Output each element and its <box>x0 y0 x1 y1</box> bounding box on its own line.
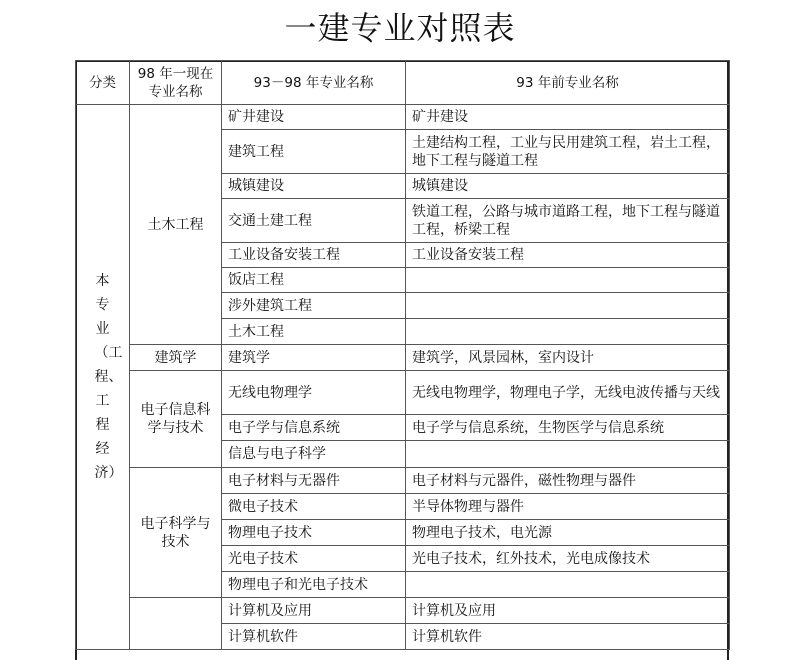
old-major-cell: 无线电物理学，物理电子学，无线电波传播与天线 <box>406 371 730 415</box>
mid-major-cell: 工业设备安装工程 <box>222 243 406 268</box>
old-major-cell: 计算机及应用 <box>406 598 730 624</box>
mid-major-cell: 信息与电子科学 <box>222 441 406 468</box>
mid-major-cell: 计算机及应用 <box>222 598 406 624</box>
old-major-cell: 城镇建设 <box>406 174 730 199</box>
header-old-major: 93 年前专业名称 <box>406 61 730 105</box>
mid-major-cell: 电子材料与无器件 <box>222 468 406 494</box>
old-major-cell <box>406 319 730 345</box>
group-name: 土木工程 <box>147 216 204 233</box>
header-row <box>76 61 730 105</box>
mid-major-cell: 光电子技术 <box>222 546 406 572</box>
group-cell <box>130 468 222 598</box>
old-major-cell: 电子学与信息系统，生物医学与信息系统 <box>406 415 730 441</box>
mid-major-cell: 建筑工程 <box>222 130 406 174</box>
mid-major-cell: 计算机软件 <box>222 624 406 650</box>
page-title: 一建专业对照表 <box>284 9 516 47</box>
category-label: 本专业（工程、工程经济） <box>94 273 123 481</box>
major-comparison-table <box>75 60 730 650</box>
mid-major-cell: 微电子技术 <box>222 494 406 520</box>
group-name: 电子科学与技术 <box>140 515 211 550</box>
old-major-cell: 光电子技术，红外技术，光电成像技术 <box>406 546 730 572</box>
old-major-cell: 半导体物理与器件 <box>406 494 730 520</box>
old-major-cell: 建筑学，风景园林，室内设计 <box>406 345 730 371</box>
old-major-cell: 铁道工程，公路与城市道路工程，地下工程与隧道工程，桥梁工程 <box>406 199 730 243</box>
group-name: 电子信息科学与技术 <box>140 402 211 436</box>
old-major-cell: 矿井建设 <box>406 105 730 130</box>
mid-major-cell: 涉外建筑工程 <box>222 293 406 319</box>
old-major-cell: 土建结构工程，工业与民用建筑工程，岩土工程，地下工程与隧道工程 <box>406 130 730 174</box>
header-current-major: 98 年一现在专业名称 <box>130 61 222 105</box>
old-major-cell: 电子材料与元器件，磁性物理与器件 <box>406 468 730 494</box>
mid-major-cell: 物理电子技术 <box>222 520 406 546</box>
mid-major-cell: 矿井建设 <box>222 105 406 130</box>
group-cell <box>130 598 222 650</box>
table-row <box>76 371 730 415</box>
mid-major-cell: 土木工程 <box>222 319 406 345</box>
old-major-cell <box>406 441 730 468</box>
old-major-cell <box>406 572 730 598</box>
mid-major-cell: 城镇建设 <box>222 174 406 199</box>
mid-major-cell: 建筑学 <box>222 345 406 371</box>
mid-major-cell: 无线电物理学 <box>222 371 406 415</box>
mid-major-cell: 物理电子和光电子技术 <box>222 572 406 598</box>
table-body <box>76 105 730 650</box>
mid-major-cell: 饭店工程 <box>222 268 406 293</box>
mid-major-cell: 电子学与信息系统 <box>222 415 406 441</box>
mid-major-cell: 交通土建工程 <box>222 199 406 243</box>
table-row <box>76 345 730 371</box>
group-cell <box>130 105 222 345</box>
header-category: 分类 <box>76 61 130 105</box>
old-major-cell: 工业设备安装工程 <box>406 243 730 268</box>
header-mid-major: 93－98 年专业名称 <box>222 61 406 105</box>
old-major-cell: 物理电子技术，电光源 <box>406 520 730 546</box>
group-cell <box>130 371 222 468</box>
table-row <box>76 468 730 494</box>
table-row <box>76 598 730 624</box>
old-major-cell <box>406 293 730 319</box>
old-major-cell <box>406 268 730 293</box>
old-major-cell: 计算机软件 <box>406 624 730 650</box>
group-cell <box>130 345 222 371</box>
group-name: 建筑学 <box>154 349 197 366</box>
table-row <box>76 105 730 130</box>
category-cell <box>76 105 130 650</box>
